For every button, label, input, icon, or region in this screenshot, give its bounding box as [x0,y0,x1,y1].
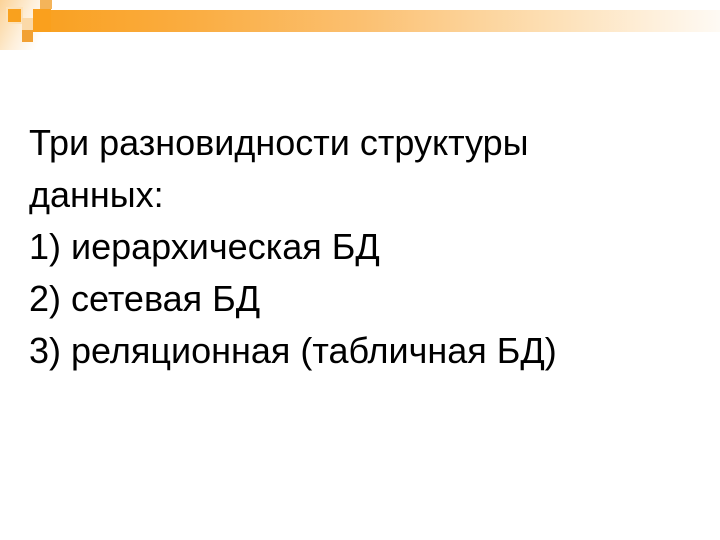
deco-square-pale [22,18,33,30]
deco-square-lower [22,30,33,42]
body-text-line: 3) реляционная (табличная БД) [29,330,557,371]
body-text-line: 2) сетевая БД [29,278,261,319]
body-text-line: Три разновидности структуры [29,122,529,163]
body-text-line: 1) иерархическая БД [29,226,380,267]
slide-body-text [29,117,709,377]
deco-square-top [40,0,52,9]
header-gradient-bar [33,10,720,32]
body-text-line: данных: [29,174,164,215]
deco-square-bar-start [33,9,51,32]
deco-square-left [8,9,21,22]
